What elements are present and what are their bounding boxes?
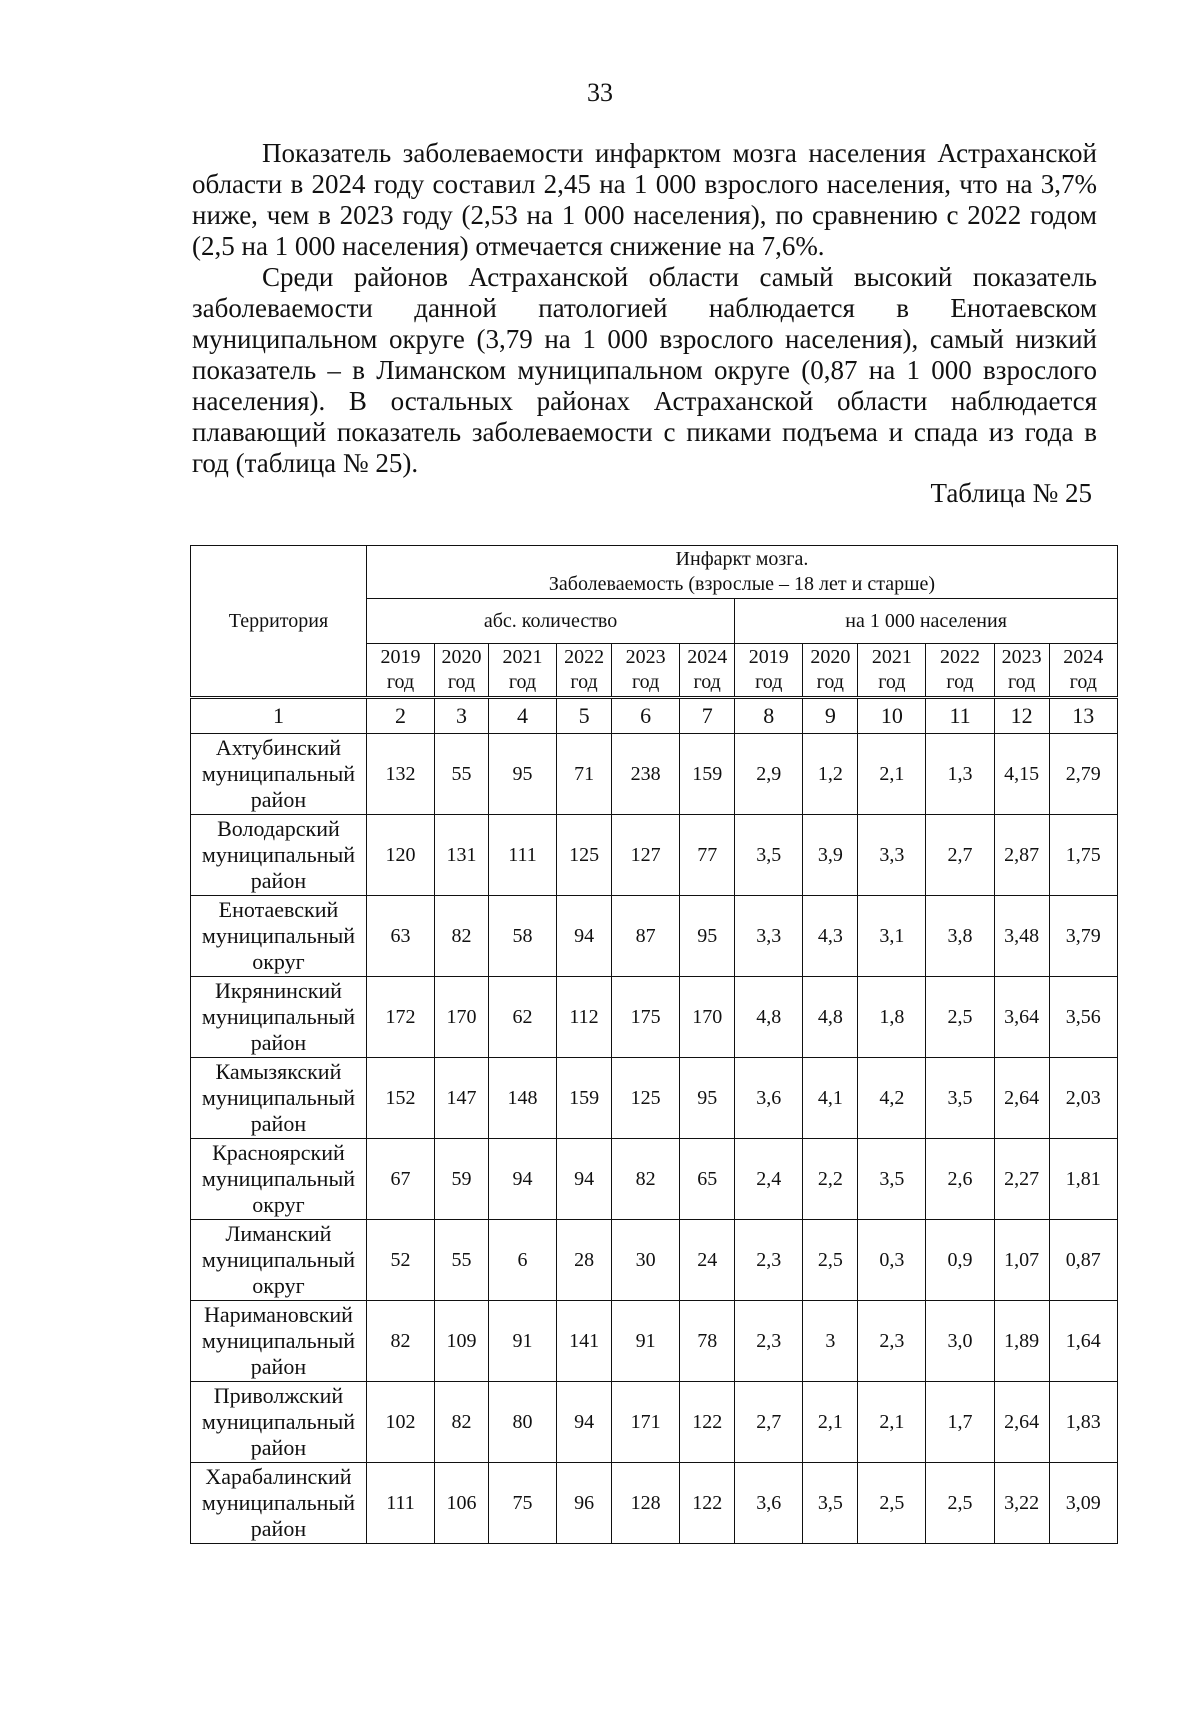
value-cell: 152 xyxy=(366,1058,434,1139)
column-number: 1 xyxy=(191,698,367,734)
table-row xyxy=(191,1220,1118,1301)
value-cell: 3,5 xyxy=(858,1139,926,1220)
year-header: 2021 год xyxy=(858,644,926,698)
value-cell: 2,3 xyxy=(735,1301,803,1382)
value-cell: 52 xyxy=(366,1220,434,1301)
value-cell: 0,3 xyxy=(858,1220,926,1301)
value-cell: 3,3 xyxy=(858,815,926,896)
value-cell: 2,5 xyxy=(803,1220,858,1301)
value-cell: 59 xyxy=(435,1139,489,1220)
value-cell: 82 xyxy=(366,1301,434,1382)
value-cell: 2,87 xyxy=(994,815,1049,896)
value-cell: 55 xyxy=(435,1220,489,1301)
value-cell: 1,7 xyxy=(926,1382,994,1463)
value-cell: 58 xyxy=(488,896,556,977)
column-number: 12 xyxy=(994,698,1049,734)
value-cell: 3,64 xyxy=(994,977,1049,1058)
value-cell: 95 xyxy=(488,734,556,815)
value-cell: 172 xyxy=(366,977,434,1058)
value-cell: 2,9 xyxy=(735,734,803,815)
value-cell: 55 xyxy=(435,734,489,815)
body-text xyxy=(192,138,1097,479)
rate-header: на 1 000 населения xyxy=(735,599,1118,644)
value-cell: 94 xyxy=(557,1382,612,1463)
value-cell: 2,64 xyxy=(994,1058,1049,1139)
table-row xyxy=(191,977,1118,1058)
value-cell: 2,5 xyxy=(926,1463,994,1544)
value-cell: 28 xyxy=(557,1220,612,1301)
column-number: 5 xyxy=(557,698,612,734)
value-cell: 1,75 xyxy=(1049,815,1117,896)
value-cell: 159 xyxy=(557,1058,612,1139)
value-cell: 3,5 xyxy=(803,1463,858,1544)
value-cell: 1,89 xyxy=(994,1301,1049,1382)
year-header: 2020 год xyxy=(435,644,489,698)
value-cell: 78 xyxy=(680,1301,735,1382)
value-cell: 147 xyxy=(435,1058,489,1139)
value-cell: 159 xyxy=(680,734,735,815)
column-number: 8 xyxy=(735,698,803,734)
group-header-line: Инфаркт мозга. xyxy=(675,548,809,570)
value-cell: 106 xyxy=(435,1463,489,1544)
year-header: 2024 год xyxy=(680,644,735,698)
territory-cell: Камызякский муниципальный район xyxy=(191,1058,367,1139)
value-cell: 2,1 xyxy=(803,1382,858,1463)
value-cell: 71 xyxy=(557,734,612,815)
year-header: 2019 год xyxy=(735,644,803,698)
value-cell: 171 xyxy=(612,1382,680,1463)
value-cell: 1,81 xyxy=(1049,1139,1117,1220)
value-cell: 2,1 xyxy=(858,1382,926,1463)
value-cell: 0,9 xyxy=(926,1220,994,1301)
value-cell: 3,6 xyxy=(735,1463,803,1544)
value-cell: 238 xyxy=(612,734,680,815)
value-cell: 95 xyxy=(680,1058,735,1139)
value-cell: 3,0 xyxy=(926,1301,994,1382)
value-cell: 2,7 xyxy=(926,815,994,896)
value-cell: 131 xyxy=(435,815,489,896)
value-cell: 1,07 xyxy=(994,1220,1049,1301)
value-cell: 91 xyxy=(612,1301,680,1382)
value-cell: 102 xyxy=(366,1382,434,1463)
value-cell: 122 xyxy=(680,1463,735,1544)
group-header-line: Заболеваемость (взрослые – 18 лет и старше) xyxy=(548,573,936,595)
value-cell: 170 xyxy=(680,977,735,1058)
table-caption: Таблица № 25 xyxy=(930,478,1092,508)
territory-cell: Приволжский муниципальный район xyxy=(191,1382,367,1463)
value-cell: 4,8 xyxy=(803,977,858,1058)
column-number: 7 xyxy=(680,698,735,734)
value-cell: 67 xyxy=(366,1139,434,1220)
value-cell: 30 xyxy=(612,1220,680,1301)
value-cell: 2,03 xyxy=(1049,1058,1117,1139)
table-row xyxy=(191,1058,1118,1139)
abs-header: абс. количество xyxy=(366,599,734,644)
column-number: 13 xyxy=(1049,698,1117,734)
value-cell: 3,9 xyxy=(803,815,858,896)
value-cell: 4,8 xyxy=(735,977,803,1058)
value-cell: 132 xyxy=(366,734,434,815)
value-cell: 3,56 xyxy=(1049,977,1117,1058)
value-cell: 94 xyxy=(488,1139,556,1220)
value-cell: 170 xyxy=(435,977,489,1058)
value-cell: 75 xyxy=(488,1463,556,1544)
value-cell: 3,5 xyxy=(735,815,803,896)
value-cell: 3,79 xyxy=(1049,896,1117,977)
value-cell: 87 xyxy=(612,896,680,977)
value-cell: 2,27 xyxy=(994,1139,1049,1220)
column-number-row xyxy=(191,698,1118,734)
value-cell: 2,64 xyxy=(994,1382,1049,1463)
value-cell: 82 xyxy=(435,1382,489,1463)
value-cell: 80 xyxy=(488,1382,556,1463)
value-cell: 111 xyxy=(366,1463,434,1544)
value-cell: 141 xyxy=(557,1301,612,1382)
value-cell: 82 xyxy=(435,896,489,977)
value-cell: 125 xyxy=(557,815,612,896)
value-cell: 175 xyxy=(612,977,680,1058)
value-cell: 95 xyxy=(680,896,735,977)
value-cell: 2,79 xyxy=(1049,734,1117,815)
column-number: 4 xyxy=(488,698,556,734)
value-cell: 2,2 xyxy=(803,1139,858,1220)
year-header: 2022 год xyxy=(557,644,612,698)
territory-cell: Енотаевский муниципальный округ xyxy=(191,896,367,977)
page-number: 33 xyxy=(587,78,613,107)
table-row xyxy=(191,1382,1118,1463)
year-header: 2019 год xyxy=(366,644,434,698)
table-row xyxy=(191,1463,1118,1544)
value-cell: 2,7 xyxy=(735,1382,803,1463)
value-cell: 1,3 xyxy=(926,734,994,815)
value-cell: 1,8 xyxy=(858,977,926,1058)
value-cell: 2,1 xyxy=(858,734,926,815)
value-cell: 2,3 xyxy=(735,1220,803,1301)
value-cell: 63 xyxy=(366,896,434,977)
value-cell: 62 xyxy=(488,977,556,1058)
value-cell: 3,6 xyxy=(735,1058,803,1139)
value-cell: 3,22 xyxy=(994,1463,1049,1544)
territory-cell: Красноярский муниципальный округ xyxy=(191,1139,367,1220)
territory-cell: Лиманский муниципальный округ xyxy=(191,1220,367,1301)
value-cell: 1,64 xyxy=(1049,1301,1117,1382)
value-cell: 1,83 xyxy=(1049,1382,1117,1463)
value-cell: 24 xyxy=(680,1220,735,1301)
value-cell: 3,5 xyxy=(926,1058,994,1139)
value-cell: 96 xyxy=(557,1463,612,1544)
value-cell: 91 xyxy=(488,1301,556,1382)
paragraph: Среди районов Астраханской области самый высокий показатель заболеваемости данной патологией наблюдается в Енотаевском муниципальном округе (3,79 на 1 000 взрослого населения), самый низкий показатель – в Лиманском муниципальном округе (0,87 на 1 000 взрослого населения). В остальных районах Астраханской области наблюдается плавающий показатель заболеваемости с пиками подъема и спада из года в год (таблица № 25). xyxy=(192,262,1097,478)
value-cell: 2,3 xyxy=(858,1301,926,1382)
value-cell: 3,3 xyxy=(735,896,803,977)
value-cell: 4,2 xyxy=(858,1058,926,1139)
value-cell: 77 xyxy=(680,815,735,896)
value-cell: 127 xyxy=(612,815,680,896)
value-cell: 2,5 xyxy=(926,977,994,1058)
paragraph: Показатель заболеваемости инфарктом мозга населения Астраханской области в 2024 году составил 2,45 на 1 000 взрослого населения, что на 3,7% ниже, чем в 2023 году (2,53 на 1 000 населения), по сравнению с 2022 годом (2,5 на 1 000 населения) отмечается снижение на 7,6%. xyxy=(192,138,1097,261)
year-header: 2021 год xyxy=(488,644,556,698)
value-cell: 4,15 xyxy=(994,734,1049,815)
value-cell: 94 xyxy=(557,896,612,977)
value-cell: 128 xyxy=(612,1463,680,1544)
value-cell: 3 xyxy=(803,1301,858,1382)
column-number: 10 xyxy=(858,698,926,734)
value-cell: 120 xyxy=(366,815,434,896)
value-cell: 6 xyxy=(488,1220,556,1301)
table-row xyxy=(191,734,1118,815)
territory-cell: Икрянинский муниципальный район xyxy=(191,977,367,1058)
territory-cell: Харабалинский муниципальный район xyxy=(191,1463,367,1544)
territory-cell: Наримановский муниципальный район xyxy=(191,1301,367,1382)
table-row xyxy=(191,1139,1118,1220)
value-cell: 0,87 xyxy=(1049,1220,1117,1301)
value-cell: 4,3 xyxy=(803,896,858,977)
value-cell: 82 xyxy=(612,1139,680,1220)
value-cell: 109 xyxy=(435,1301,489,1382)
year-header: 2023 год xyxy=(994,644,1049,698)
column-number: 3 xyxy=(435,698,489,734)
table-row xyxy=(191,896,1118,977)
year-header: 2024 год xyxy=(1049,644,1117,698)
value-cell: 112 xyxy=(557,977,612,1058)
value-cell: 2,4 xyxy=(735,1139,803,1220)
value-cell: 2,6 xyxy=(926,1139,994,1220)
value-cell: 111 xyxy=(488,815,556,896)
column-number: 2 xyxy=(366,698,434,734)
value-cell: 3,1 xyxy=(858,896,926,977)
table-row xyxy=(191,815,1118,896)
value-cell: 3,8 xyxy=(926,896,994,977)
year-header: 2022 год xyxy=(926,644,994,698)
value-cell: 148 xyxy=(488,1058,556,1139)
value-cell: 3,09 xyxy=(1049,1463,1117,1544)
territory-cell: Ахтубинский муниципальный район xyxy=(191,734,367,815)
value-cell: 2,5 xyxy=(858,1463,926,1544)
year-header: 2020 год xyxy=(803,644,858,698)
territory-header: Территория xyxy=(191,546,367,698)
incidence-table xyxy=(190,545,1118,1544)
value-cell: 122 xyxy=(680,1382,735,1463)
column-number: 9 xyxy=(803,698,858,734)
column-number: 6 xyxy=(612,698,680,734)
value-cell: 4,1 xyxy=(803,1058,858,1139)
value-cell: 125 xyxy=(612,1058,680,1139)
column-number: 11 xyxy=(926,698,994,734)
group-header xyxy=(366,546,1117,599)
value-cell: 1,2 xyxy=(803,734,858,815)
territory-cell: Володарский муниципальный район xyxy=(191,815,367,896)
year-header: 2023 год xyxy=(612,644,680,698)
value-cell: 94 xyxy=(557,1139,612,1220)
value-cell: 3,48 xyxy=(994,896,1049,977)
table-row xyxy=(191,1301,1118,1382)
value-cell: 65 xyxy=(680,1139,735,1220)
